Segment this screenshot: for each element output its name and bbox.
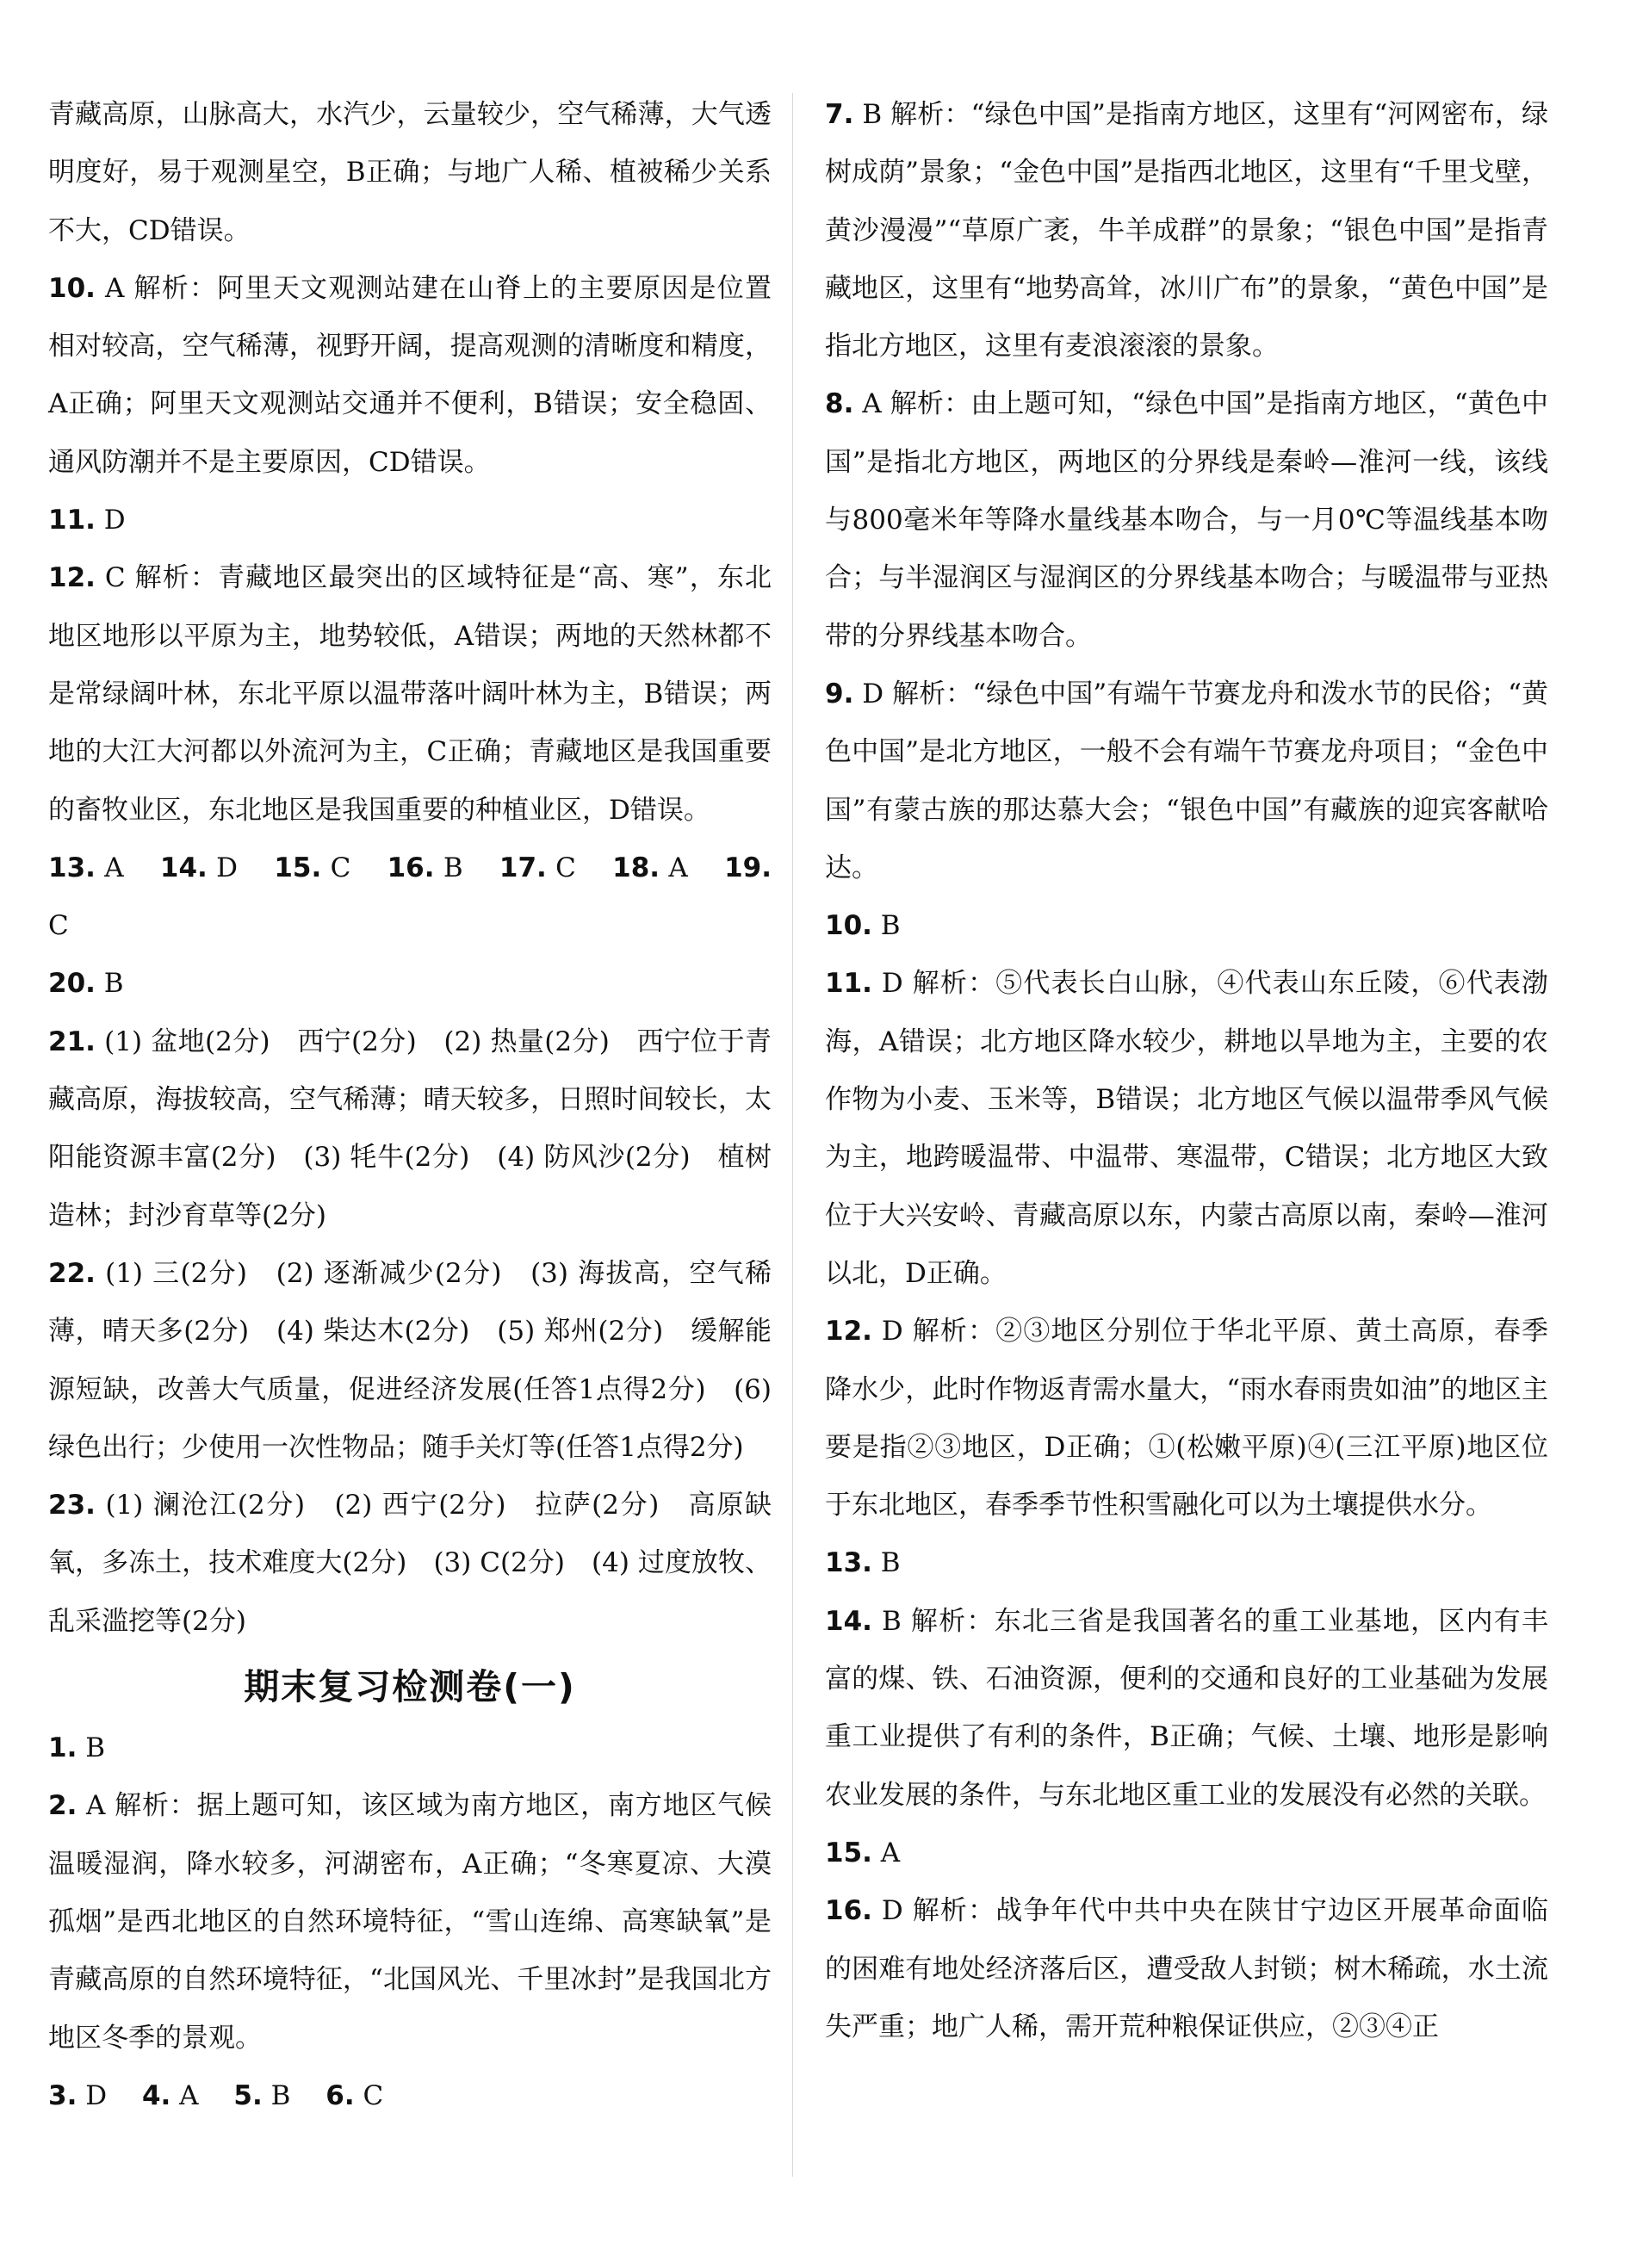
question-number: 18.: [612, 852, 660, 883]
answer-letter: C: [104, 562, 126, 594]
answer-row-13-19: [48, 840, 772, 956]
explanation-text: 解析：“绿色中国”是指南方地区，这里有“河网密布，绿树成荫”景象；“金色中国”是指西北地区，这里有“千里戈壁，黄沙漫漫”“草原广袤，牛羊成群”的景象；“银色中国”是指青藏地区，这里有“地势高耸，冰川广布”的景象，“黄色中国”是指北方地区，这里有麦浪滚滚的景象。: [825, 99, 1549, 363]
explanation-text: (1) 盆地(2分) 西宁(2分) (2) 热量(2分) 西宁位于青藏高原，海拔较高，空气稀薄；晴天较多，日照时间较长，太阳能资源丰富(2分) (3) 牦牛(2分) (4) 防风沙(2分) 植树造林；封沙育草等(2分): [48, 1026, 772, 1231]
question-number: 16.: [825, 1895, 872, 1927]
answer-item-e10: [825, 897, 1548, 955]
explanation-text: 青藏高原，山脉高大，水汽少，云量较少，空气稀薄，大气透明度好，易于观测星空，B正确；与地广人稀、植被稀少关系不大，CD错误。: [48, 99, 772, 246]
answer-letter: A: [105, 272, 125, 304]
explanation-text: 解析：东北三省是我国著名的重工业基地，区内有丰富的煤、铁、石油资源，便利的交通和良好的工业基础为发展重工业提供了有利的条件，B正确；气候、土壤、地形是影响农业发展的条件，与东北地区重工业的发展没有必然的关联。: [825, 1605, 1549, 1811]
explanation-text: (1) 澜沧江(2分) (2) 西宁(2分) 拉萨(2分) 高原缺氧，多冻土，技术难度大(2分) (3) C(2分) (4) 过度放牧、乱采滥挖等(2分): [48, 1490, 772, 1637]
explanation-text: 解析：战争年代中共中央在陕甘宁边区开展革命面临的困难有地处经济落后区，遭受敌人封锁；树木稀疏，水土流失严重；地广人稀，需开荒种粮保证供应，②③④正: [825, 1895, 1548, 2042]
column-divider: [792, 93, 793, 2177]
explanation-text: 解析：青藏地区最突出的区域特征是“高、寒”，东北地区地形以平原为主，地势较低，A错误；两地的天然林都不是常绿阔叶林，东北平原以温带落叶阔叶林为主，B错误；两地的大江大河都以外流河为主，C正确；青藏地区是我国重要的畜牧业区，东北地区是我国重要的种植业区，D错误。: [48, 562, 772, 826]
answer-item-e1: [48, 1720, 772, 1777]
answer-item-11: [48, 492, 772, 549]
answer-item-12: [48, 549, 772, 839]
answer-letter: C: [330, 852, 351, 883]
question-number: 15.: [274, 852, 322, 883]
question-number: 23.: [48, 1490, 96, 1521]
answer-item-21: [48, 1013, 772, 1245]
answer-item-e8: [825, 375, 1548, 665]
right-column: [825, 86, 1548, 2056]
answer-letter: B: [270, 2079, 291, 2111]
answer-item-20: [48, 955, 772, 1013]
answer-letter: A: [86, 1790, 106, 1822]
answer-letter: B: [882, 1605, 902, 1637]
answer-letter: D: [216, 852, 239, 883]
answer-letter: A: [179, 2079, 199, 2111]
answer-item-e2: [48, 1777, 772, 2067]
answer-letter: D: [103, 505, 126, 536]
answer-letter: C: [48, 910, 69, 942]
answer-letter: B: [862, 99, 883, 130]
answer-item-e16: [825, 1882, 1548, 2056]
question-number: 13.: [48, 852, 96, 883]
answer-letter: D: [881, 1316, 903, 1348]
answer-item-10: [48, 260, 772, 492]
left-column: [48, 86, 772, 2125]
answer-letter: A: [668, 852, 688, 883]
explanation-text: 解析：⑤代表长白山脉，④代表山东丘陵，⑥代表渤海，A错误；北方地区降水较少，耕地以旱地为主，主要的农作物为小麦、玉米等，B错误；北方地区气候以温带季风气候为主，地跨暖温带、中温带、寒温带，C错误；北方地区大致位于大兴安岭、青藏高原以东，内蒙古高原以南，秦岭—淮河以北，D正确。: [825, 968, 1548, 1289]
answer-item-e15: [825, 1825, 1548, 1882]
answer-row-3-6: [48, 2067, 772, 2125]
question-number: 3.: [48, 2079, 77, 2111]
answer-item-e11: [825, 955, 1548, 1303]
answer-letter: D: [862, 678, 884, 710]
explanation-text: 解析：“绿色中国”有端午节赛龙舟和泼水节的民俗；“黄色中国”是北方地区，一般不会有端午节赛龙舟项目；“金色中国”有蒙古族的那达慕大会；“银色中国”有藏族的迎宾客献哈达。: [825, 678, 1549, 883]
question-number: 9.: [825, 678, 854, 710]
answer-letter: D: [881, 968, 903, 1000]
explanation-text: 解析：由上题可知，“绿色中国”是指南方地区，“黄色中国”是指北方地区，两地区的分界线是秦岭—淮河一线，该线与800毫米年等降水量线基本吻合，与一月0℃等温线基本吻合；与半湿润区与湿润区的分界线基本吻合；与暖温带与亚热带的分界线基本吻合。: [825, 388, 1549, 652]
explanation-text: (1) 三(2分) (2) 逐渐减少(2分) (3) 海拔高，空气稀薄，晴天多(2分) (4) 柴达木(2分) (5) 郑州(2分) 缓解能源短缺，改善大气质量，促进经济发展(任答1点得2分) (6) 绿色出行；少使用一次性物品；随手关灯等(任答1点得2分): [48, 1257, 772, 1463]
question-number: 1.: [48, 1732, 77, 1764]
question-number: 11.: [825, 968, 872, 1000]
answer-item-22: [48, 1245, 772, 1477]
continued-explanation: [48, 86, 772, 260]
answer-letter: B: [880, 910, 901, 942]
question-number: 12.: [48, 562, 96, 594]
question-number: 16.: [387, 852, 435, 883]
answer-letter: B: [880, 1547, 901, 1579]
answer-item-e9: [825, 666, 1548, 897]
answer-letter: A: [862, 388, 882, 420]
answer-letter: B: [103, 968, 124, 1000]
answer-item-23: [48, 1477, 772, 1651]
question-number: 15.: [825, 1837, 872, 1868]
question-number: 19.: [724, 852, 772, 883]
question-number: 6.: [325, 2079, 355, 2111]
answer-item-e13: [825, 1534, 1548, 1592]
question-number: 13.: [825, 1547, 872, 1579]
question-number: 8.: [825, 388, 854, 420]
question-number: 10.: [48, 272, 96, 304]
explanation-text: 解析：据上题可知，该区域为南方地区，南方地区气候温暖湿润，降水较多，河湖密布，A正确；“冬寒夏凉、大漠孤烟”是西北地区的自然环境特征，“雪山连绵、高寒缺氧”是青藏高原的自然环境特征，“北国风光、千里冰封”是我国北方地区冬季的景观。: [48, 1790, 772, 2054]
answer-item-e12: [825, 1303, 1548, 1534]
answer-letter: C: [555, 852, 576, 883]
answer-letter: A: [880, 1837, 901, 1868]
question-number: 11.: [48, 505, 96, 536]
answer-letter: B: [443, 852, 463, 883]
explanation-text: 解析：②③地区分别位于华北平原、黄土高原，春季降水少，此时作物返青需水量大，“雨水春雨贵如油”的地区主要是指②③地区，D正确；①(松嫩平原)④(三江平原)地区位于东北地区，春季季节性积雪融化可以为土壤提供水分。: [825, 1316, 1548, 1521]
question-number: 14.: [825, 1605, 872, 1637]
answer-item-e7: [825, 86, 1548, 375]
question-number: 17.: [499, 852, 547, 883]
answer-letter: B: [85, 1732, 105, 1764]
question-number: 4.: [141, 2079, 171, 2111]
question-number: 20.: [48, 968, 96, 1000]
question-number: 2.: [48, 1790, 77, 1822]
question-number: 10.: [825, 910, 872, 942]
section-heading: 期末复习检测卷(一): [244, 1666, 576, 1708]
answer-letter: C: [363, 2079, 384, 2111]
answer-item-e14: [825, 1593, 1548, 1825]
question-number: 14.: [159, 852, 208, 883]
answer-letter: D: [881, 1895, 903, 1927]
question-number: 5.: [233, 2079, 263, 2111]
explanation-text: 解析：阿里天文观测站建在山脊上的主要原因是位置相对较高，空气稀薄，视野开阔，提高观测的清晰度和精度，A正确；阿里天文观测站交通并不便利，B错误；安全稳固、通风防潮并不是主要原因，CD错误。: [48, 272, 772, 478]
question-number: 22.: [48, 1257, 96, 1289]
answer-letter: A: [104, 852, 124, 883]
question-number: 21.: [48, 1026, 96, 1057]
question-number: 7.: [825, 99, 854, 130]
question-number: 12.: [825, 1316, 872, 1348]
answer-letter: D: [85, 2079, 108, 2111]
